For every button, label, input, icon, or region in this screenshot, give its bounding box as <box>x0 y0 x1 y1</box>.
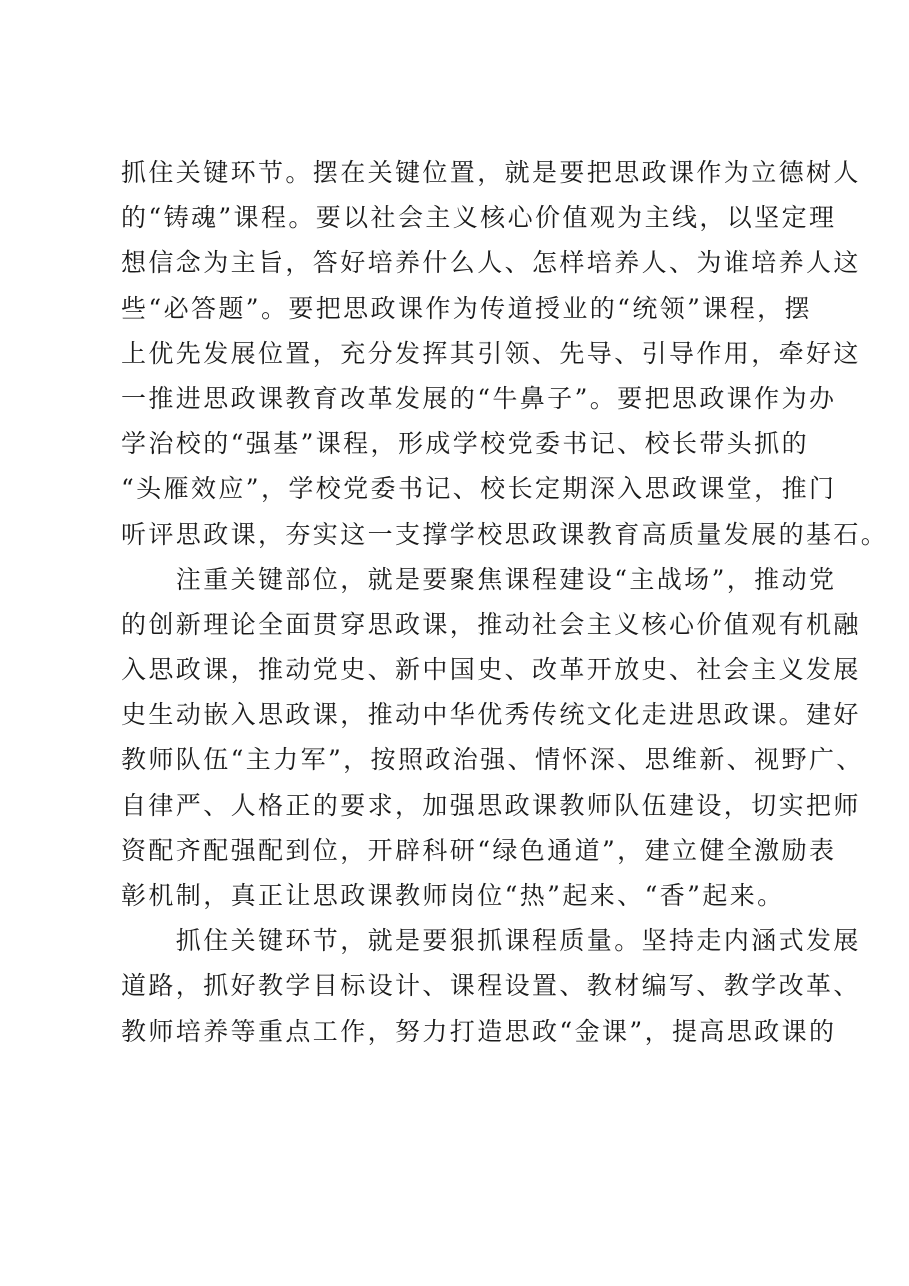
text-line: 学治校的“强基”课程，形成学校党委书记、校长带头抓的 <box>121 429 809 459</box>
text-line: 彰机制，真正让思政课教师岗位“热”起来、“香”起来。 <box>121 881 785 910</box>
text-line: 资配齐配强配到位，开辟科研“绿色通道”，建立健全激励表 <box>121 835 837 865</box>
text-line: 的创新理论全面贯穿思政课，推动社会主义核心价值观有机融 <box>121 609 861 639</box>
text-line: 教师队伍“主力军”，按照政治强、情怀深、思维新、视野广、 <box>121 745 864 775</box>
document-body <box>121 150 889 1054</box>
text-line: 的“铸魂”课程。要以社会主义核心价值观为主线，以坚定理 <box>121 203 837 233</box>
text-line: 教师培养等重点工作，努力打造思政“金课”，提高思政课的 <box>121 1016 837 1046</box>
text-line: 想信念为主旨，答好培养什么人、怎样培养人、为谁培养人这 <box>121 248 861 278</box>
text-line: 道路，抓好教学目标设计、课程设置、教材编写、教学改革、 <box>121 971 861 1001</box>
text-line: 抓住关键环节。摆在关键位置，就是要把思政课作为立德树人 <box>121 158 861 187</box>
text-line: 些“必答题”。要把思政课作为传道授业的“统领”课程，摆 <box>121 293 812 323</box>
text-line: 一推进思政课教育改革发展的“牛鼻子”。要把思政课作为办 <box>121 383 837 413</box>
text-line: 入思政课，推动党史、新中国史、改革开放史、社会主义发展 <box>121 655 861 685</box>
text-line: 自律严、人格正的要求，加强思政课教师队伍建设，切实把师 <box>121 790 861 820</box>
text-line: 注重关键部位，就是要聚焦课程建设“主战场”，推动党 <box>121 564 837 594</box>
text-line: 抓住关键环节，就是要狠抓课程质量。坚持走内涵式发展 <box>121 926 861 956</box>
text-line: “头雁效应”，学校党委书记、校长定期深入思政课堂，推门 <box>121 474 837 504</box>
text-line: 听评思政课，夯实这一支撑学校思政课教育高质量发展的基石。 <box>121 519 889 549</box>
text-line: 史生动嵌入思政课，推动中华优秀传统文化走进思政课。建好 <box>121 700 861 730</box>
text-line: 上优先发展位置，充分发挥其引领、先导、引导作用，牵好这 <box>121 338 861 368</box>
